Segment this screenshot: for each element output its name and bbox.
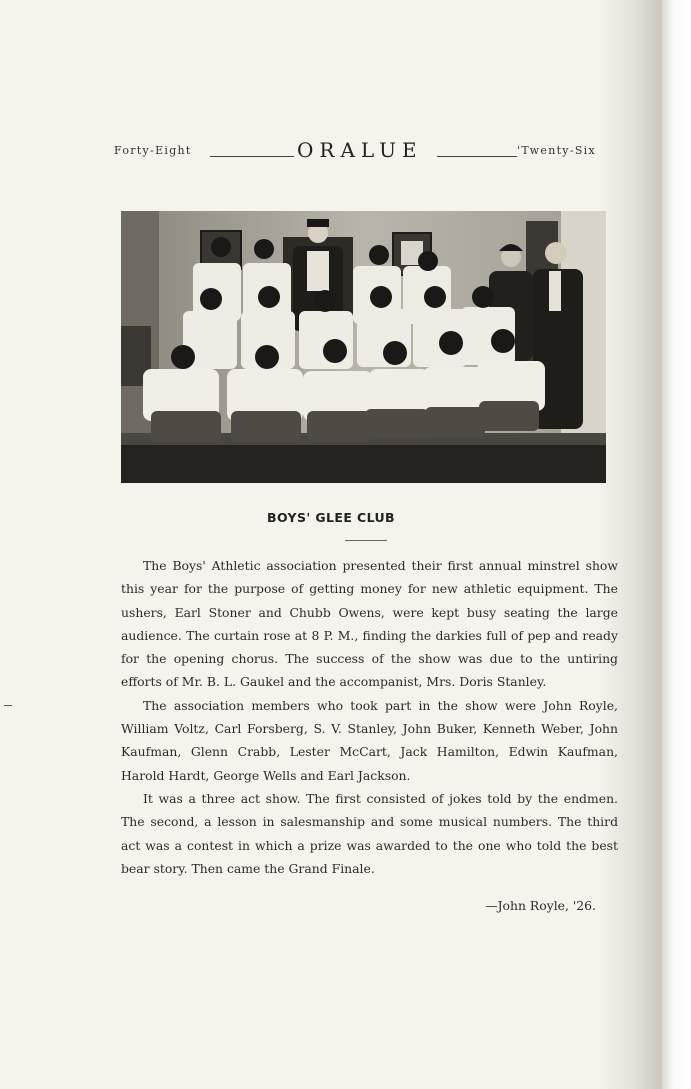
glee-club-photo (121, 211, 606, 483)
header-title: ORALUE (297, 138, 423, 162)
page-edge (662, 0, 691, 1089)
group-photograph-icon (121, 211, 606, 483)
header-left-label: Forty-Eight (114, 144, 192, 157)
header-right-label: 'Twenty-Six (517, 144, 596, 157)
article-body (121, 554, 618, 880)
margin-mark (4, 705, 12, 706)
header-rule-right (437, 156, 517, 157)
page-header (114, 140, 596, 164)
header-rule-left (210, 156, 294, 157)
article-paragraph-2: The association members who took part in the show were John Royle, William Voltz, Carl Forsberg, S. V. Stanley, John Buker, Kenneth Weber, John Kaufman, Glenn Crabb, Lester McCart, Jack Hamilton, Edwin Kaufman, Harold Hardt, George Wells and Earl Jackson. (121, 697, 618, 783)
heading-divider (345, 540, 387, 541)
article-signature: —John Royle, '26. (485, 898, 596, 913)
article-heading: BOYS' GLEE CLUB (267, 510, 395, 525)
article-paragraph-3: It was a three act show. The first consisted of jokes told by the endmen. The second, a lesson in salesmanship and some musical numbers. The third act was a contest in which a prize was awarded to the one who told the best bear story. Then came the Grand Finale. (121, 790, 618, 876)
page-binding-shadow (600, 0, 662, 1089)
article-paragraph-1: The Boys' Athletic association presented their first annual minstrel show this year for the purpose of getting money for new athletic equipment. The ushers, Earl Stoner and Chubb Owens, were kept busy seating the large audience. The curtain rose at 8 P. M., finding the darkies full of pep and ready for the opening chorus. The success of the show was due to the untiring efforts of Mr. B. L. Gaukel and the accompanist, Mrs. Doris Stanley. (121, 558, 618, 690)
